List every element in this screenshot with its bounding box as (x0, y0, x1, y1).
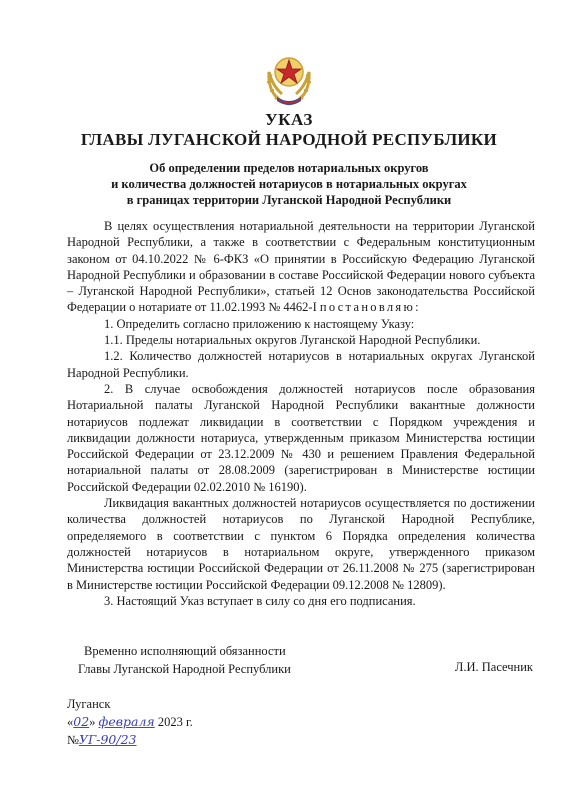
issue-date (67, 713, 193, 731)
decree-body (67, 218, 535, 609)
issue-number (67, 731, 193, 749)
decree-title: УКАЗ (265, 110, 313, 129)
paragraph-2-continued: Ликвидация вакантных должностей нотариусов осуществляется по достижении количества должностей нотариусов по Луганской Народной Республике, определяемого в соответствии с пунктом 6 Порядка определения количества должностей нотариусов в нотариальном округе, утвержденного приказом Министерства юстиции Российской Федерации от 26.11.2008 № 275 (зарегистрирован в Министерстве юстиции Российской Федерации 09.12.2008 № 12809). (67, 496, 535, 592)
preamble-paragraph (67, 218, 535, 316)
position-line: Главы Луганской Народной Республики (78, 662, 291, 676)
paragraph-1: 1. Определить согласно приложению к настоящему Указу: (104, 316, 415, 331)
preamble-text: В целях осуществления нотариальной деятельности на территории Луганской Народной Республики, а также в соответствии с Федеральным конституционным законом от 04.10.2022 № 6-ФКЗ «О принятии в Российскую Федерацию Луганской Народной Республики и образовании в составе Российской Федерации нового субъекта – Луганской Народной Республики», статьей 12 Основ законодательства Российской Федерации о нотариате от 11.02.1993 № 4462-I (67, 219, 535, 315)
date-month: февраля (98, 714, 155, 729)
date-quote-close: » (89, 715, 96, 729)
signatory-name: Л.И. Пасечник (454, 660, 533, 674)
coat-of-arms-icon (264, 50, 314, 108)
number-prefix: № (67, 733, 79, 747)
decree-word: постановляю: (319, 300, 421, 315)
decree-subject (0, 160, 578, 208)
date-day: 02 (73, 714, 90, 729)
position-line: Временно исполняющий обязанности (84, 644, 286, 658)
paragraph-1-1: 1.1. Пределы нотариальных округов Луганской Народной Республики. (104, 333, 481, 348)
subject-line: Об определении пределов нотариальных округов (149, 161, 429, 175)
signatory-position (78, 642, 291, 678)
subject-line: и количества должностей нотариусов в нотариальных округах (111, 177, 467, 191)
paragraph-1-2: 1.2. Количество должностей нотариусов в нотариальных округах Луганской Народной Республики. (67, 349, 535, 380)
date-year: 2023 г. (157, 715, 193, 729)
date-quote-open: « (67, 715, 74, 729)
issue-details (67, 695, 193, 749)
number-value: УГ-90/23 (78, 732, 137, 747)
issue-city: Луганск (67, 697, 111, 711)
subject-line: в границах территории Луганской Народной Республики (126, 193, 452, 207)
paragraph-2: 2. В случае освобождения должностей нотариусов после образования Нотариальной палаты Луганской Народной Республики вакантные должности нотариусов подлежат ликвидации в соответствии с Порядком учреждения и ликвидации должности нотариуса, утвержденным приказом Министерства юстиции Российской Федерации от 23.12.2009 № 430 и решением Правления Федеральной нотариальной палаты от 28.08.2009 (зарегистрирован в Министерстве юстиции Российской Федерации 02.02.2010 № 16190). (67, 381, 535, 494)
decree-issuer: ГЛАВЫ ЛУГАНСКОЙ НАРОДНОЙ РЕСПУБЛИКИ (80, 130, 498, 149)
paragraph-3: 3. Настоящий Указ вступает в силу со дня его подписания. (104, 593, 416, 608)
